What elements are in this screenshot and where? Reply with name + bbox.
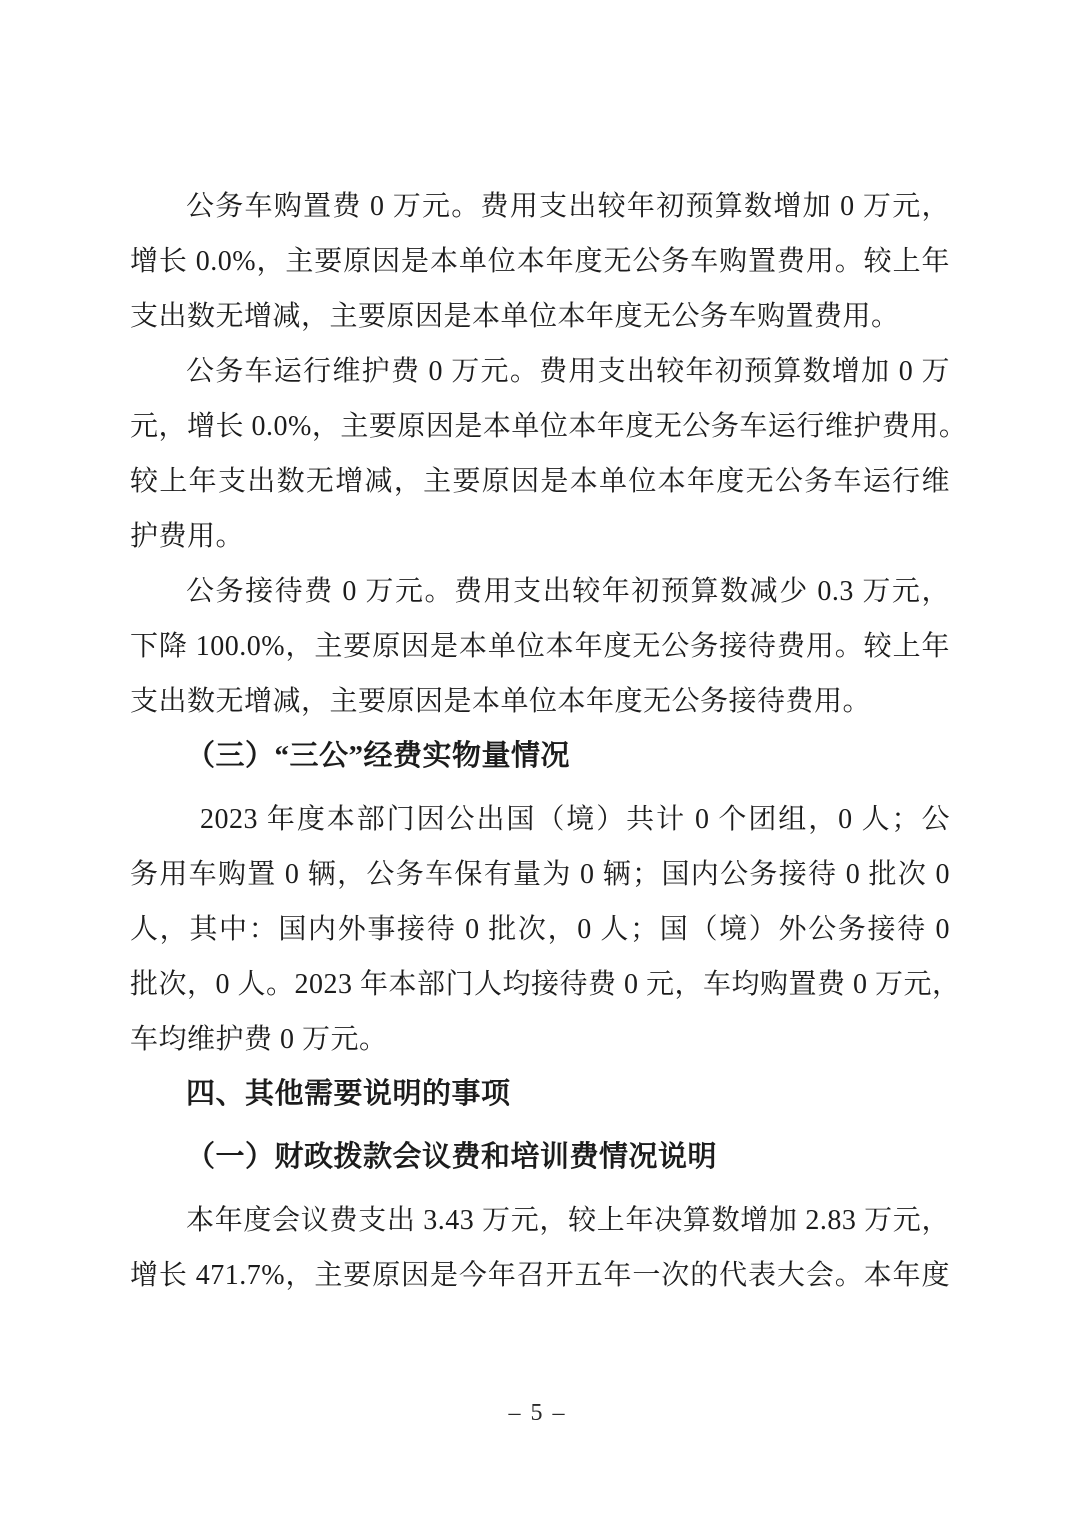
text-line: 支出数无增减，主要原因是本单位本年度无公务车购置费用。 xyxy=(130,301,900,332)
text-line: 护费用。 xyxy=(130,521,245,552)
text-line: 公务接待费 0 万元。费用支出较年初预算数减少 0.3 万元， xyxy=(186,576,950,607)
page-number: – 5 – xyxy=(508,1400,567,1426)
text-line: 本年度会议费支出 3.43 万元，较上年决算数增加 2.83 万元， xyxy=(186,1205,950,1236)
section-heading: 四、其他需要说明的事项 xyxy=(186,1078,511,1110)
text-line: 支出数无增减，主要原因是本单位本年度无公务接待费用。 xyxy=(130,686,872,717)
text-line: 人，其中：国内外事接待 0 批次，0 人；国（境）外公务接待 0 xyxy=(130,914,950,945)
text-line: 较上年支出数无增减，主要原因是本单位本年度无公务车运行维 xyxy=(130,466,950,497)
subsection-heading: （一）财政拨款会议费和培训费情况说明 xyxy=(186,1141,718,1173)
text-line: 元，增长 0.0%，主要原因是本单位本年度无公务车运行维护费用。 xyxy=(130,411,968,442)
document-body xyxy=(130,179,968,1303)
text-line: 务用车购置 0 辆，公务车保有量为 0 辆；国内公务接待 0 批次 0 xyxy=(130,859,950,890)
text-line: 公务车购置费 0 万元。费用支出较年初预算数增加 0 万元， xyxy=(186,191,950,222)
text-line: 批次，0 人。2023 年本部门人均接待费 0 元，车均购置费 0 万元， xyxy=(130,969,961,1000)
text-line: 2023 年度本部门因公出国（境）共计 0 个团组，0 人；公 xyxy=(200,804,950,835)
text-line: 下降 100.0%，主要原因是本单位本年度无公务接待费用。较上年 xyxy=(130,631,950,662)
text-line: 公务车运行维护费 0 万元。费用支出较年初预算数增加 0 万 xyxy=(186,356,950,387)
text-line: 增长 471.7%，主要原因是今年召开五年一次的代表大会。本年度 xyxy=(130,1260,950,1291)
subsection-heading: （三）“三公”经费实物量情况 xyxy=(186,740,571,772)
text-line: 车均维护费 0 万元。 xyxy=(130,1024,388,1055)
text-line: 增长 0.0%，主要原因是本单位本年度无公务车购置费用。较上年 xyxy=(130,246,950,277)
